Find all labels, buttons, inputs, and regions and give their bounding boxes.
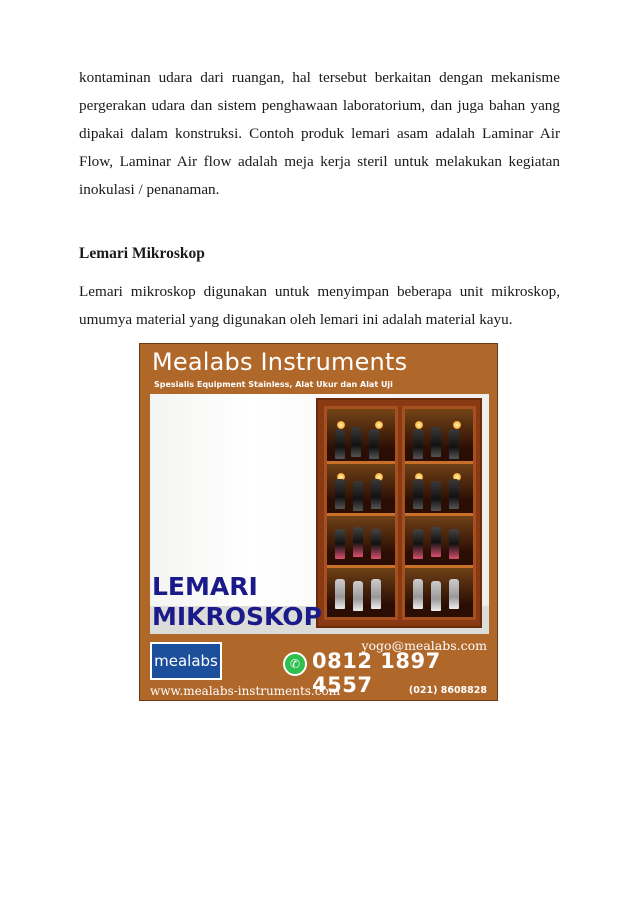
product-name-line-1: LEMARI — [152, 572, 258, 601]
whatsapp-icon: ✆ — [283, 652, 307, 676]
product-name-line-2: MIKROSKOP — [152, 602, 322, 631]
product-advertisement-image — [139, 343, 498, 701]
ad-brand-title: Mealabs Instruments — [152, 348, 408, 376]
ad-email: yogo@mealabs.com — [361, 638, 487, 653]
logo-text: mealabs — [154, 652, 218, 670]
cabinet-door-left — [324, 406, 398, 620]
ad-landline: (021) 8608828 — [408, 685, 487, 696]
microscope-cabinet — [316, 398, 482, 628]
ad-phone-number: 0812 1897 4557 — [312, 649, 441, 697]
ad-website: www.mealabs-instruments.com — [150, 684, 341, 698]
body-paragraph: kontaminan udara dari ruangan, hal tersebut berkaitan dengan mekanisme pergerakan udara dan sistem penghawaan laboratorium, dan juga bahan yang dipakai dalam konstruksi. Contoh produk lemari asam adalah Laminar Air Flow, Laminar Air flow adalah meja kerja steril untuk melakukan kegiatan inokulasi / penanaman. — [79, 69, 560, 198]
product-name — [152, 572, 322, 632]
cabinet-door-right — [402, 406, 476, 620]
mealabs-logo — [150, 642, 222, 680]
body-paragraph: Lemari mikroskop digunakan untuk menyimpan beberapa unit mikroskop, umumya material yang digunakan oleh lemari ini adalah material kayu. — [79, 283, 560, 328]
ad-tagline: Spesialis Equipment Stainless, Alat Ukur dan Alat Uji — [154, 380, 393, 389]
section-heading: Lemari Mikroskop — [79, 245, 205, 262]
